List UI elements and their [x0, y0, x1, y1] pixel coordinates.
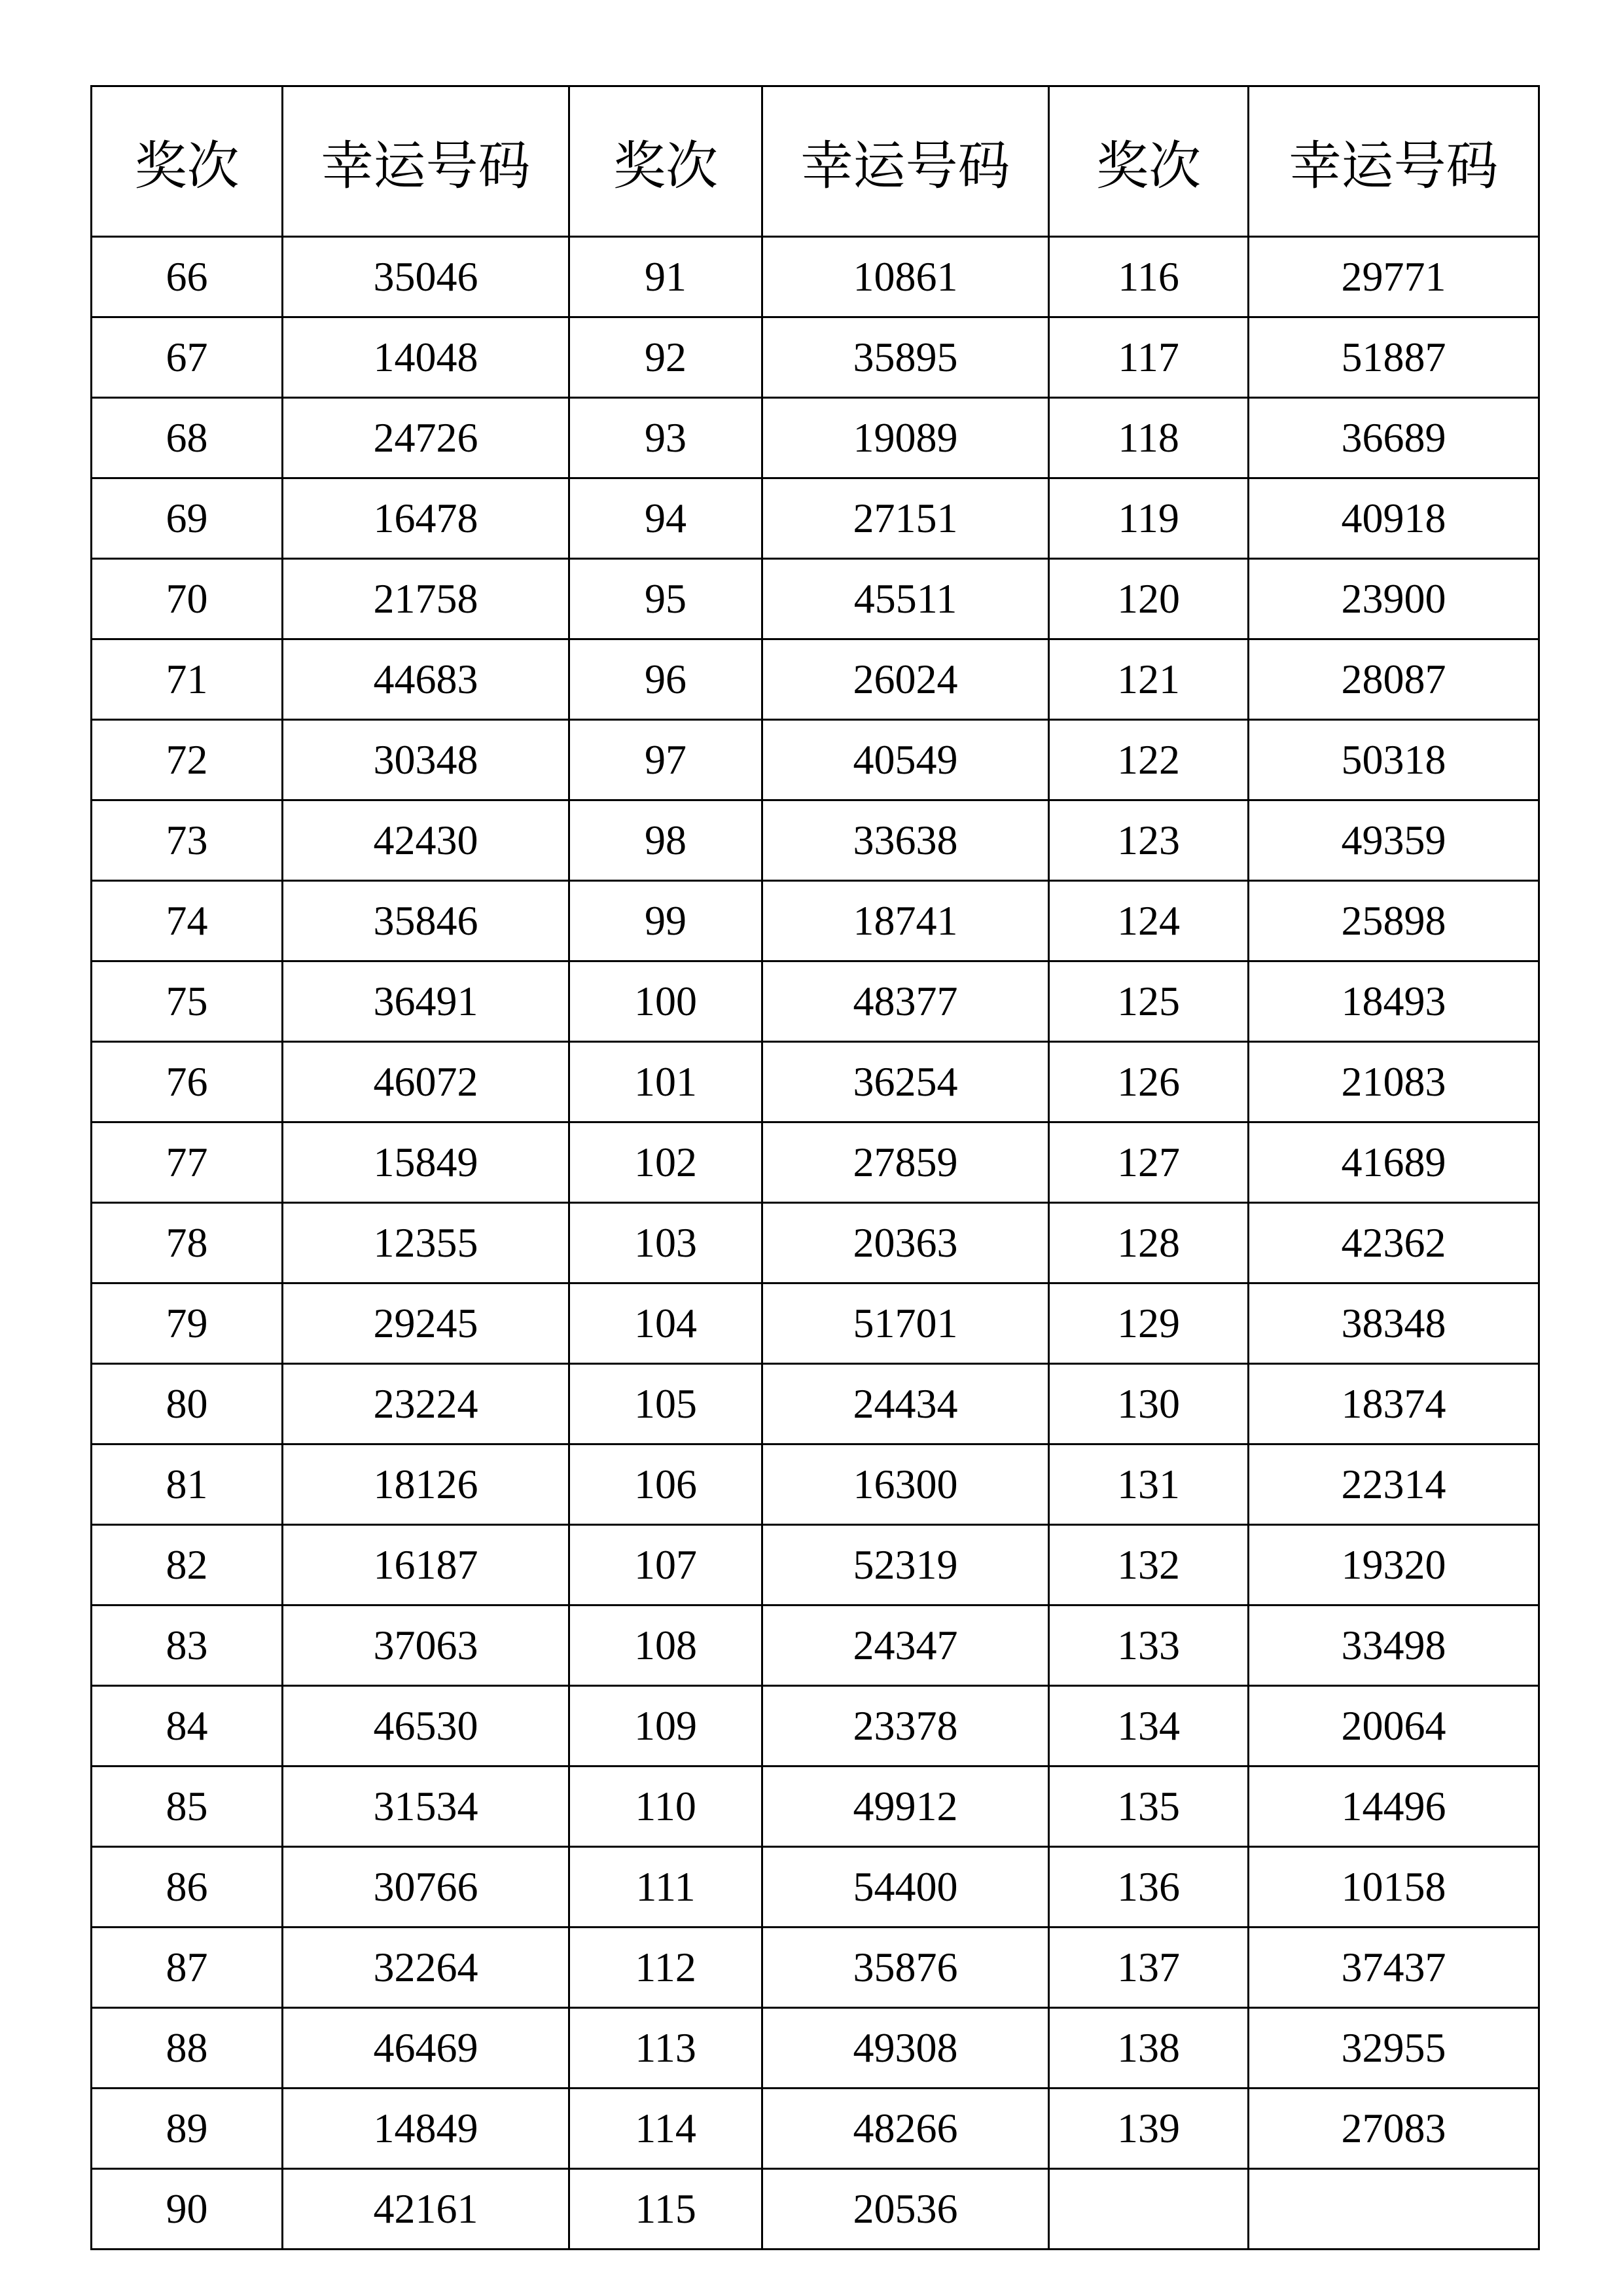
rank-cell: 102 — [569, 1122, 762, 1203]
rank-cell: 93 — [569, 398, 762, 478]
lucky-number-cell: 32264 — [283, 1928, 569, 2008]
lucky-number-cell: 20536 — [762, 2169, 1049, 2250]
lucky-number-cell: 27151 — [762, 478, 1049, 559]
lucky-number-cell: 29245 — [283, 1283, 569, 1364]
rank-cell: 114 — [569, 2089, 762, 2169]
lucky-number-cell: 40549 — [762, 720, 1049, 800]
lucky-number-cell: 20363 — [762, 1203, 1049, 1283]
table-row — [92, 1847, 1539, 1928]
rank-cell: 86 — [92, 1847, 283, 1928]
lucky-number-cell: 46072 — [283, 1042, 569, 1122]
lucky-number-cell: 48377 — [762, 961, 1049, 1042]
rank-cell: 94 — [569, 478, 762, 559]
rank-cell: 91 — [569, 237, 762, 317]
table-row — [92, 881, 1539, 961]
lucky-number-cell: 54400 — [762, 1847, 1049, 1928]
rank-cell: 113 — [569, 2008, 762, 2089]
rank-cell: 107 — [569, 1525, 762, 1605]
lucky-number-cell: 28087 — [1249, 639, 1539, 720]
table-row — [92, 639, 1539, 720]
rank-cell: 100 — [569, 961, 762, 1042]
lucky-number-cell: 40918 — [1249, 478, 1539, 559]
header-cell: 奖次 — [92, 86, 283, 237]
lucky-number-cell: 48266 — [762, 2089, 1049, 2169]
rank-cell: 79 — [92, 1283, 283, 1364]
table-row — [92, 1605, 1539, 1686]
rank-cell: 115 — [569, 2169, 762, 2250]
lucky-number-cell: 37437 — [1249, 1928, 1539, 2008]
lucky-number-cell: 27083 — [1249, 2089, 1539, 2169]
lucky-number-cell: 16300 — [762, 1444, 1049, 1525]
rank-cell: 74 — [92, 881, 283, 961]
rank-cell: 110 — [569, 1767, 762, 1847]
rank-cell: 70 — [92, 559, 283, 639]
rank-cell: 76 — [92, 1042, 283, 1122]
rank-cell: 117 — [1049, 317, 1249, 398]
lucky-number-cell: 35846 — [283, 881, 569, 961]
lucky-number-cell: 16187 — [283, 1525, 569, 1605]
table-row — [92, 237, 1539, 317]
lucky-number-cell: 42430 — [283, 800, 569, 881]
rank-cell: 135 — [1049, 1767, 1249, 1847]
lucky-number-cell: 16478 — [283, 478, 569, 559]
rank-cell: 72 — [92, 720, 283, 800]
table-row — [92, 1767, 1539, 1847]
rank-cell: 83 — [92, 1605, 283, 1686]
table-row — [92, 1444, 1539, 1525]
table-row — [92, 720, 1539, 800]
lucky-number-cell: 23378 — [762, 1686, 1049, 1767]
lucky-number-cell: 35895 — [762, 317, 1049, 398]
lucky-number-cell: 24726 — [283, 398, 569, 478]
lucky-number-cell: 14496 — [1249, 1767, 1539, 1847]
rank-cell: 108 — [569, 1605, 762, 1686]
lucky-number-cell: 36689 — [1249, 398, 1539, 478]
table-body — [92, 237, 1539, 2250]
rank-cell: 131 — [1049, 1444, 1249, 1525]
lucky-number-cell: 35046 — [283, 237, 569, 317]
rank-cell: 67 — [92, 317, 283, 398]
lucky-number-cell: 23900 — [1249, 559, 1539, 639]
rank-cell: 69 — [92, 478, 283, 559]
rank-cell: 119 — [1049, 478, 1249, 559]
lucky-number-cell: 22314 — [1249, 1444, 1539, 1525]
rank-cell: 98 — [569, 800, 762, 881]
lucky-number-cell — [1249, 2169, 1539, 2250]
lucky-number-cell: 30766 — [283, 1847, 569, 1928]
table-row — [92, 1928, 1539, 2008]
lucky-number-cell: 30348 — [283, 720, 569, 800]
lucky-number-cell: 24347 — [762, 1605, 1049, 1686]
header-cell: 奖次 — [569, 86, 762, 237]
header-cell: 奖次 — [1049, 86, 1249, 237]
lucky-number-cell: 49359 — [1249, 800, 1539, 881]
rank-cell: 80 — [92, 1364, 283, 1444]
table-row — [92, 961, 1539, 1042]
rank-cell: 136 — [1049, 1847, 1249, 1928]
table-row — [92, 559, 1539, 639]
rank-cell: 109 — [569, 1686, 762, 1767]
lucky-number-cell: 25898 — [1249, 881, 1539, 961]
lucky-number-cell: 10861 — [762, 237, 1049, 317]
table-row — [92, 2169, 1539, 2250]
rank-cell — [1049, 2169, 1249, 2250]
rank-cell: 73 — [92, 800, 283, 881]
lucky-number-cell: 44683 — [283, 639, 569, 720]
table-header-row — [92, 86, 1539, 237]
rank-cell: 89 — [92, 2089, 283, 2169]
lucky-number-cell: 32955 — [1249, 2008, 1539, 2089]
lucky-number-cell: 38348 — [1249, 1283, 1539, 1364]
rank-cell: 84 — [92, 1686, 283, 1767]
rank-cell: 128 — [1049, 1203, 1249, 1283]
lucky-number-cell: 27859 — [762, 1122, 1049, 1203]
lucky-number-cell: 18126 — [283, 1444, 569, 1525]
table-row — [92, 1203, 1539, 1283]
rank-cell: 75 — [92, 961, 283, 1042]
table-row — [92, 1364, 1539, 1444]
lucky-number-cell: 26024 — [762, 639, 1049, 720]
lucky-number-cell: 46469 — [283, 2008, 569, 2089]
rank-cell: 134 — [1049, 1686, 1249, 1767]
lucky-number-cell: 36254 — [762, 1042, 1049, 1122]
rank-cell: 129 — [1049, 1283, 1249, 1364]
lucky-number-cell: 23224 — [283, 1364, 569, 1444]
rank-cell: 124 — [1049, 881, 1249, 961]
rank-cell: 105 — [569, 1364, 762, 1444]
table-row — [92, 800, 1539, 881]
rank-cell: 81 — [92, 1444, 283, 1525]
table-row — [92, 1122, 1539, 1203]
rank-cell: 112 — [569, 1928, 762, 2008]
lucky-number-cell: 21083 — [1249, 1042, 1539, 1122]
table-row — [92, 1686, 1539, 1767]
rank-cell: 138 — [1049, 2008, 1249, 2089]
table-row — [92, 2089, 1539, 2169]
rank-cell: 71 — [92, 639, 283, 720]
lucky-number-cell: 50318 — [1249, 720, 1539, 800]
header-cell: 幸运号码 — [762, 86, 1049, 237]
rank-cell: 77 — [92, 1122, 283, 1203]
rank-cell: 85 — [92, 1767, 283, 1847]
rank-cell: 88 — [92, 2008, 283, 2089]
lucky-number-cell: 51701 — [762, 1283, 1049, 1364]
lucky-number-cell: 19320 — [1249, 1525, 1539, 1605]
lucky-number-cell: 42161 — [283, 2169, 569, 2250]
rank-cell: 125 — [1049, 961, 1249, 1042]
lucky-number-cell: 51887 — [1249, 317, 1539, 398]
rank-cell: 106 — [569, 1444, 762, 1525]
lucky-number-cell: 42362 — [1249, 1203, 1539, 1283]
rank-cell: 137 — [1049, 1928, 1249, 2008]
document-page — [90, 85, 1538, 2250]
lucky-number-cell: 46530 — [283, 1686, 569, 1767]
lucky-number-cell: 35876 — [762, 1928, 1049, 2008]
rank-cell: 126 — [1049, 1042, 1249, 1122]
lucky-number-cell: 33498 — [1249, 1605, 1539, 1686]
lucky-number-cell: 29771 — [1249, 237, 1539, 317]
rank-cell: 133 — [1049, 1605, 1249, 1686]
header-cell: 幸运号码 — [1249, 86, 1539, 237]
lucky-number-cell: 14849 — [283, 2089, 569, 2169]
lucky-number-cell: 49308 — [762, 2008, 1049, 2089]
rank-cell: 139 — [1049, 2089, 1249, 2169]
lucky-number-cell: 24434 — [762, 1364, 1049, 1444]
table-row — [92, 1525, 1539, 1605]
rank-cell: 118 — [1049, 398, 1249, 478]
rank-cell: 116 — [1049, 237, 1249, 317]
rank-cell: 132 — [1049, 1525, 1249, 1605]
rank-cell: 101 — [569, 1042, 762, 1122]
lucky-number-cell: 45511 — [762, 559, 1049, 639]
rank-cell: 99 — [569, 881, 762, 961]
rank-cell: 87 — [92, 1928, 283, 2008]
table-row — [92, 478, 1539, 559]
lucky-number-table — [90, 85, 1540, 2250]
rank-cell: 123 — [1049, 800, 1249, 881]
rank-cell: 68 — [92, 398, 283, 478]
rank-cell: 96 — [569, 639, 762, 720]
rank-cell: 111 — [569, 1847, 762, 1928]
rank-cell: 121 — [1049, 639, 1249, 720]
table-row — [92, 317, 1539, 398]
lucky-number-cell: 41689 — [1249, 1122, 1539, 1203]
lucky-number-cell: 15849 — [283, 1122, 569, 1203]
rank-cell: 97 — [569, 720, 762, 800]
lucky-number-cell: 18374 — [1249, 1364, 1539, 1444]
table-row — [92, 398, 1539, 478]
rank-cell: 104 — [569, 1283, 762, 1364]
lucky-number-cell: 19089 — [762, 398, 1049, 478]
lucky-number-cell: 20064 — [1249, 1686, 1539, 1767]
rank-cell: 78 — [92, 1203, 283, 1283]
table-row — [92, 1283, 1539, 1364]
rank-cell: 66 — [92, 237, 283, 317]
lucky-number-cell: 31534 — [283, 1767, 569, 1847]
table-row — [92, 1042, 1539, 1122]
lucky-number-cell: 14048 — [283, 317, 569, 398]
rank-cell: 127 — [1049, 1122, 1249, 1203]
lucky-number-cell: 10158 — [1249, 1847, 1539, 1928]
rank-cell: 82 — [92, 1525, 283, 1605]
lucky-number-cell: 36491 — [283, 961, 569, 1042]
lucky-number-cell: 33638 — [762, 800, 1049, 881]
table-row — [92, 2008, 1539, 2089]
rank-cell: 90 — [92, 2169, 283, 2250]
header-cell: 幸运号码 — [283, 86, 569, 237]
lucky-number-cell: 37063 — [283, 1605, 569, 1686]
rank-cell: 103 — [569, 1203, 762, 1283]
rank-cell: 120 — [1049, 559, 1249, 639]
lucky-number-cell: 18741 — [762, 881, 1049, 961]
rank-cell: 95 — [569, 559, 762, 639]
lucky-number-cell: 12355 — [283, 1203, 569, 1283]
rank-cell: 130 — [1049, 1364, 1249, 1444]
lucky-number-cell: 21758 — [283, 559, 569, 639]
lucky-number-cell: 49912 — [762, 1767, 1049, 1847]
rank-cell: 92 — [569, 317, 762, 398]
lucky-number-cell: 52319 — [762, 1525, 1049, 1605]
rank-cell: 122 — [1049, 720, 1249, 800]
lucky-number-cell: 18493 — [1249, 961, 1539, 1042]
